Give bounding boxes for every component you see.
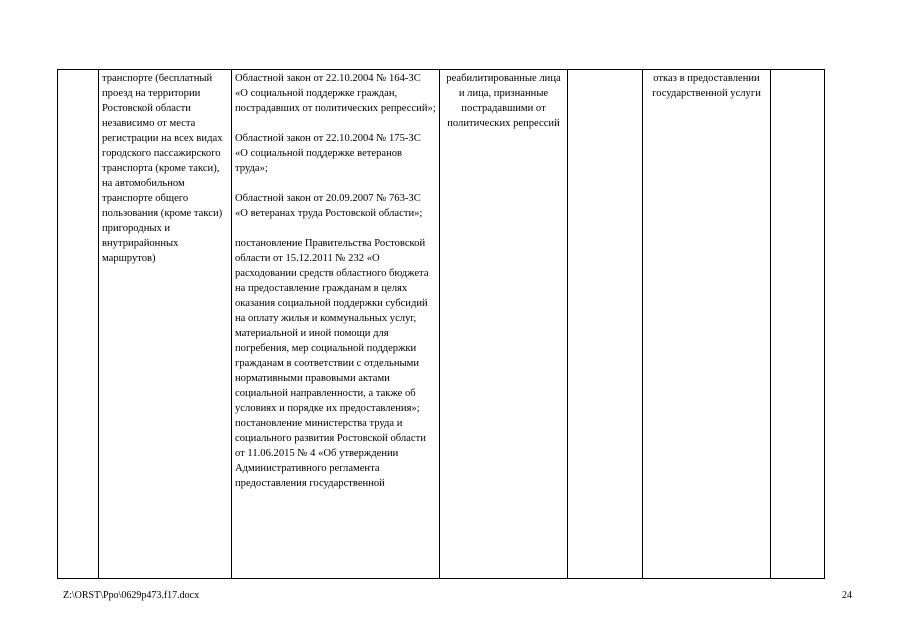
cell-service-name: транспорте (бесплатный проезд на территории Ростовской области независимо от места регистрации на всех видах городского пассажирского транспорта (кроме такси), на автомобильном транспорте общего пользования (кроме такси) пригородных и внутрирайонных маршрутов) — [99, 70, 232, 579]
legal-basis-paragraph: Областной закон от 20.09.2007 № 763-ЗС «О ветеранах труда Ростовской области»; — [235, 193, 423, 219]
legal-basis-paragraph: Областной закон от 22.10.2004 № 164-ЗС «О социальной поддержке граждан, пострадавших от политических репрессий»; — [235, 73, 436, 114]
page-number: 24 — [842, 590, 852, 601]
cell-recipients: реабилитированные лица и лица, признанные пострадавшими от политических репрессий — [440, 70, 568, 579]
cell-number — [58, 70, 99, 579]
document-table — [57, 69, 825, 579]
footer-file-path: Z:\ORST\Ppo\0629p473.f17.docx — [63, 590, 200, 601]
legal-basis-paragraph: постановление Правительства Ростовской области от 15.12.2011 № 232 «О расходовании средств областного бюджета на предоставление гражданам в целях оказания социальной поддержки субсидий на оплату жилья и коммунальных услуг, материальной и иной помощи для погребения, мер социальной поддержки гражданам в соответствии с отдельными нормативными правовыми актами социальной направленности, а также об условиях и порядке их предоставления»; — [235, 238, 429, 414]
legal-basis-paragraph: Областной закон от 22.10.2004 № 175-ЗС «О социальной поддержке ветеранов труда»; — [235, 133, 421, 174]
cell-result: отказ в предоставлении государственной услуги — [643, 70, 771, 579]
table-row — [58, 70, 825, 579]
legal-basis-paragraph: постановление министерства труда и социального развития Ростовской области от 11.06.2015 № 4 «Об утверждении Административного регламента предоставления государственной — [235, 418, 426, 489]
cell-empty-last — [771, 70, 825, 579]
cell-legal-basis — [232, 70, 440, 579]
cell-empty — [568, 70, 643, 579]
